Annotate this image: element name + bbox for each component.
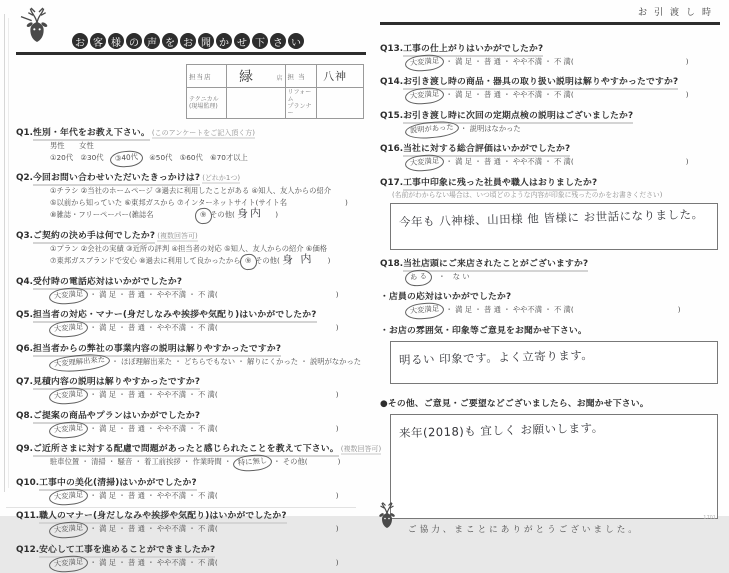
store-value-cell — [227, 65, 285, 88]
question-number: Q2. — [16, 173, 33, 183]
option-text: ・ 満 足 ・ 普 通 ・ やや不満 ・ 不 満( — [87, 524, 218, 533]
option-text: 男性 女性 — [50, 141, 94, 150]
title-character-disc: 下 — [252, 33, 268, 49]
answer-options-line — [406, 123, 720, 136]
title-character-disc: か — [216, 33, 232, 49]
question-heading — [380, 173, 720, 190]
handwritten-circle-mark: 大変満足 — [48, 520, 88, 539]
question-list-right — [380, 39, 720, 519]
section-header-handover: お引渡し時 — [637, 8, 718, 18]
question-heading — [16, 406, 366, 423]
question-title: 当社に対する総合評価はいかがでしたか? — [403, 144, 570, 157]
question-number: Q1. — [16, 128, 33, 138]
question-heading — [16, 168, 366, 185]
question-heading — [380, 139, 720, 156]
thank-you-text: ご協力、まことにありがとうございました。 — [408, 524, 640, 535]
page-title — [72, 33, 304, 49]
planner-label-line1: リフォーム — [287, 89, 312, 103]
scan-edge-line — [4, 14, 5, 492]
question-title: ご契約の決め手は何でしたか? — [33, 231, 155, 244]
question-number: Q3. — [16, 230, 33, 241]
handwritten-circle-mark: 大変満足 — [48, 286, 88, 305]
question-number: Q7. — [16, 377, 33, 387]
question-heading — [16, 305, 366, 322]
option-text: ・ 満 足 ・ 普 通 ・ やや不満 ・ 不 満( — [87, 289, 218, 299]
question-title: ・お店の雰囲気・印象等ご意見をお聞かせ下さい。 — [380, 325, 587, 336]
question-q5 — [16, 305, 366, 335]
survey-page-left — [16, 6, 382, 569]
handwritten-circle-mark: 説明があった — [404, 119, 459, 139]
option-text: ・ 説明はなかった — [457, 123, 521, 133]
question-heading — [16, 473, 366, 490]
survey-page-right — [380, 6, 720, 535]
title-character-disc: の — [126, 33, 142, 49]
title-character-disc: 聞 — [198, 33, 214, 49]
question-number: Q8. — [16, 410, 33, 421]
option-text: その他( — [255, 256, 283, 265]
question-note: (複数回答可) — [157, 231, 198, 240]
question-heading — [16, 439, 382, 456]
title-rule — [16, 52, 366, 55]
question-title: ご提案の商品やプランはいかがでしたか? — [33, 411, 200, 424]
title-character-disc: お — [180, 33, 196, 49]
option-text: ・ 満 足 ・ 普 通 ・ やや不満 ・ 不 満( — [87, 390, 218, 399]
option-text: ・ 満 足 ・ 普 通 ・ やや不満 ・ 不 満( — [87, 490, 218, 500]
question-number: Q6. — [16, 343, 33, 354]
option-text: ・ 満 足 ・ 普 通 ・ やや不満 ・ 不 満( — [443, 56, 574, 66]
question-number: Q10. — [16, 477, 40, 488]
answer-options-line — [50, 243, 366, 255]
option-text: ・ 満 足 ・ 普 通 ・ やや不満 ・ 不 満( — [87, 557, 218, 567]
question-q14 — [380, 72, 720, 102]
question-number: Q16. — [380, 144, 404, 154]
title-character-disc: い — [288, 33, 304, 49]
question-q18 — [380, 254, 720, 284]
option-text: 駐車位置 ・ 清掃 ・ 騒音 ・ 着工前挨拶 ・ 作業時間 ・ — [50, 457, 234, 466]
section-item — [380, 287, 720, 317]
answer-options-line — [50, 356, 366, 369]
option-text: ⑤以前から知っていた ⑥東邦ガスから ⑦インターネットサイト(サイト名 — [50, 197, 288, 207]
handwritten-circle-mark: 大変満足 — [404, 53, 444, 72]
answer-options-line — [50, 152, 366, 165]
answer-options-line — [50, 208, 366, 222]
technical-label — [187, 88, 227, 119]
question-q9 — [16, 439, 382, 469]
option-text: ) — [327, 256, 331, 265]
question-q1 — [16, 123, 366, 164]
option-text: ) — [685, 157, 689, 166]
question-q2 — [16, 168, 366, 222]
option-text: ) — [337, 457, 341, 466]
handwritten-comment: 来年(2018)も 宜しく お願いします。 — [398, 420, 604, 440]
option-text: ) — [335, 323, 339, 332]
answer-options-line — [406, 89, 720, 102]
rep-label: 担 当 — [285, 65, 317, 88]
question-number: Q13. — [380, 43, 404, 54]
option-text: ①20代 ②30代 — [50, 152, 111, 162]
handwritten-circle-mark: 大変理解出来た — [48, 352, 110, 373]
option-text: ) — [275, 210, 279, 219]
question-heading — [16, 540, 366, 557]
question-title: 安心して工事を進めることができましたか? — [39, 545, 215, 558]
question-title: 当社店頭にご来店されたことがございますか? — [403, 259, 588, 272]
title-character-disc: お — [72, 33, 88, 49]
answer-options-line — [50, 289, 366, 302]
question-title: ●その他、ご意見・ご要望などございましたら、お聞かせ下さい。 — [380, 398, 649, 409]
option-text: ④50代 ⑤60代 ⑥70才以上 — [141, 152, 248, 162]
question-q10 — [16, 473, 366, 503]
question-title: 性別・年代をお教え下さい。 — [33, 128, 150, 141]
question-q11 — [16, 506, 366, 536]
option-text: ) — [677, 305, 681, 314]
question-q8 — [16, 406, 366, 436]
staff-info-table — [186, 64, 364, 119]
answer-options-line — [406, 56, 720, 69]
handwritten-circle-mark: あ る — [404, 268, 432, 286]
answer-options-line — [50, 322, 366, 335]
comment-box — [390, 414, 718, 519]
handwritten-circle-mark: 大変満足 — [48, 420, 88, 439]
handwritten-circle-mark: 大変満足 — [48, 554, 88, 573]
option-text: ・ 満 足 ・ 普 通 ・ やや不満 ・ 不 満( — [87, 423, 218, 433]
question-heading — [380, 287, 720, 304]
question-heading — [16, 226, 366, 243]
title-character-disc: せ — [234, 33, 250, 49]
handwritten-circle-mark: 大変満足 — [404, 153, 444, 172]
scan-edge-line — [8, 18, 9, 488]
option-text: ) — [335, 390, 339, 399]
technical-label-line2: (現場監理) — [189, 103, 218, 110]
question-number: Q4. — [16, 276, 33, 287]
planner-label — [285, 88, 317, 119]
option-text: ⑧雑誌・フリーペーパー(雑誌名 — [50, 210, 154, 219]
answer-options-line — [50, 557, 366, 570]
question-title: 今回お問い合わせいただいたきっかけは? — [33, 173, 200, 186]
question-q16 — [380, 139, 720, 169]
planner-value-cell — [317, 88, 364, 119]
question-title: 担当者からの弊社の事業内容の説明は解りやすかったですか? — [33, 344, 281, 357]
option-text: ①プラン ②会社の実績 ③近所の評判 ④担当者の対応 ⑤知人、友人からの紹介 ⑥価格 — [50, 243, 328, 253]
question-number: Q15. — [380, 110, 404, 121]
title-character-disc: を — [162, 33, 178, 49]
question-q4 — [16, 272, 366, 302]
comment-box — [390, 203, 718, 250]
question-number: Q5. — [16, 310, 33, 320]
question-heading — [16, 506, 366, 523]
question-number: Q9. — [16, 444, 33, 454]
option-text: ) — [685, 90, 689, 99]
option-text: その他( — [210, 210, 238, 219]
handwritten-circle-mark: ⑨ — [194, 207, 212, 224]
store-suffix: 店 — [276, 75, 283, 82]
question-instruction: (名前がわからない場合は、いつ頃どのような内容が印象に残ったのかをお書きください) — [392, 190, 663, 199]
answer-options-line — [406, 271, 720, 284]
option-text: ・ ほぼ理解出来た ・ どちらでもない ・ 解りにくかった ・ 説明がなかった — [109, 356, 362, 366]
handwritten-answer: 身内 — [236, 206, 264, 221]
question-title: 工事中の美化(清掃)はいかがでしたか? — [39, 478, 197, 491]
handwritten-circle-mark: ⑨ — [239, 253, 257, 270]
question-title: 担当者の対応・マナー(身だしなみや挨拶や気配り)はいかがでしたか? — [33, 310, 317, 323]
handwritten-circle-mark: 大変満足 — [48, 487, 88, 506]
question-q15 — [380, 106, 720, 136]
title-character-disc: さ — [270, 33, 286, 49]
answer-options-line — [50, 423, 366, 436]
handwritten-store-name: 緑 — [239, 68, 254, 86]
option-text: ・ 満 足 ・ 普 通 ・ やや不満 ・ 不 満( — [443, 305, 574, 314]
handwritten-circle-mark: ③40代 — [109, 149, 143, 167]
answer-options-line — [50, 490, 366, 503]
answer-options-line — [406, 156, 720, 169]
option-text: ) — [335, 423, 339, 433]
question-number: Q14. — [380, 77, 404, 87]
question-title: 工事中印象に残った社員や職人はおりましたか? — [403, 178, 597, 191]
option-text: ①チラシ ②当社のホームページ ③過去に利用したことがある ④知人、友人からの紹介 — [50, 186, 332, 195]
answer-options-line — [50, 456, 366, 469]
option-text: ) — [335, 490, 339, 500]
answer-options-line — [50, 185, 366, 197]
comment-box — [390, 341, 718, 384]
handwritten-comment: 明るい 印象です。よく立寄ります。 — [398, 347, 594, 367]
question-list-left — [16, 123, 382, 569]
answer-options-line — [50, 197, 366, 209]
question-title: 職人のマナー(身だしなみや挨拶や気配り)はいかがでしたか? — [39, 511, 287, 524]
question-heading — [16, 372, 366, 389]
question-heading — [380, 72, 720, 89]
answer-options-line — [50, 254, 366, 268]
option-text: ) — [335, 289, 339, 299]
handwritten-circle-mark: 大変満足 — [48, 319, 88, 338]
question-heading — [380, 254, 720, 271]
rep-value-cell — [317, 65, 364, 88]
question-note: (どれか1つ) — [202, 174, 241, 182]
option-text: ⑦東邦ガスブランドで安心 ⑧過去に利用して良かったから — [50, 256, 241, 265]
question-heading — [380, 106, 720, 123]
option-text: ) — [335, 524, 339, 533]
store-label: 担当店 — [187, 65, 227, 88]
question-heading — [380, 394, 720, 411]
deer-icon — [372, 501, 402, 535]
section-item — [380, 394, 720, 519]
handwritten-circle-mark: 大変満足 — [48, 386, 88, 405]
question-title: ・店員の応対はいかがでしたか? — [380, 292, 512, 302]
question-note: (このアンケートをご記入頂く方) — [151, 129, 255, 137]
option-text: ) — [345, 197, 348, 207]
handwritten-rep-name: 八神 — [323, 69, 348, 84]
option-text: ・ 満 足 ・ 普 通 ・ やや不満 ・ 不 満( — [443, 157, 574, 166]
question-number: Q11. — [16, 511, 40, 521]
question-q12 — [16, 540, 366, 570]
form-code: 1701 — [703, 514, 716, 521]
planner-label-line2: プランナー — [287, 103, 312, 117]
answer-options-line — [50, 523, 366, 536]
answer-options-line — [406, 304, 720, 317]
question-q3 — [16, 226, 366, 268]
question-title: お引き渡し時に次回の定期点検の説明はございましたか? — [403, 111, 633, 124]
footer-row — [380, 521, 720, 535]
answer-options-line — [50, 389, 366, 402]
question-title: 受付時の電話応対はいかがでしたか? — [33, 277, 182, 290]
technical-label-line1: テクニカル — [189, 96, 219, 103]
option-text: ) — [335, 557, 339, 567]
question-number: Q17. — [380, 177, 404, 188]
title-character-disc: 客 — [90, 33, 106, 49]
question-title: お引き渡し時の商品・器具の取り扱い説明は解りやすかったですか? — [403, 77, 678, 90]
question-heading — [380, 321, 720, 338]
question-q6 — [16, 339, 366, 369]
section-item — [380, 321, 720, 384]
question-title: 工事の仕上がりはいかがでしたか? — [403, 44, 543, 57]
handwritten-comment: 今年も 八神様、山田様 他 皆様に お世話になりました。 — [398, 206, 704, 229]
question-q13 — [380, 39, 720, 69]
question-q7 — [16, 372, 366, 402]
answer-options-line — [50, 140, 366, 152]
option-text: ・ 満 足 ・ 普 通 ・ やや不満 ・ 不 満( — [443, 90, 574, 99]
header-row — [16, 6, 366, 50]
deer-icon — [16, 6, 58, 50]
title-character-disc: 声 — [144, 33, 160, 49]
question-heading — [380, 39, 720, 56]
question-heading — [16, 123, 366, 140]
question-q17 — [380, 173, 720, 250]
title-character-disc: 様 — [108, 33, 124, 49]
question-title: ご近所さまに対する配慮で問題があったと感じられたことを教えて下さい。 — [33, 444, 339, 457]
question-heading — [16, 339, 366, 356]
option-text: ・ 満 足 ・ 普 通 ・ やや不満 ・ 不 満( — [87, 323, 218, 332]
question-number: Q18. — [380, 258, 404, 269]
handwritten-circle-mark: 大変満足 — [404, 86, 444, 105]
handwritten-answer: 身 内 — [281, 252, 314, 267]
question-number: Q12. — [16, 544, 40, 555]
question-heading — [16, 272, 366, 289]
question-title: 見積内容の説明は解りやすかったですか? — [33, 377, 200, 390]
technical-value-cell — [227, 88, 285, 119]
option-text: ) — [685, 56, 689, 66]
handwritten-circle-mark: 大変満足 — [404, 301, 444, 320]
header-rule — [380, 22, 720, 25]
handwritten-circle-mark: 特に無し — [232, 453, 272, 472]
option-text: ・ その他( — [270, 457, 308, 466]
option-text: ・ な い — [430, 271, 470, 281]
question-note: (複数回答可) — [340, 445, 382, 453]
